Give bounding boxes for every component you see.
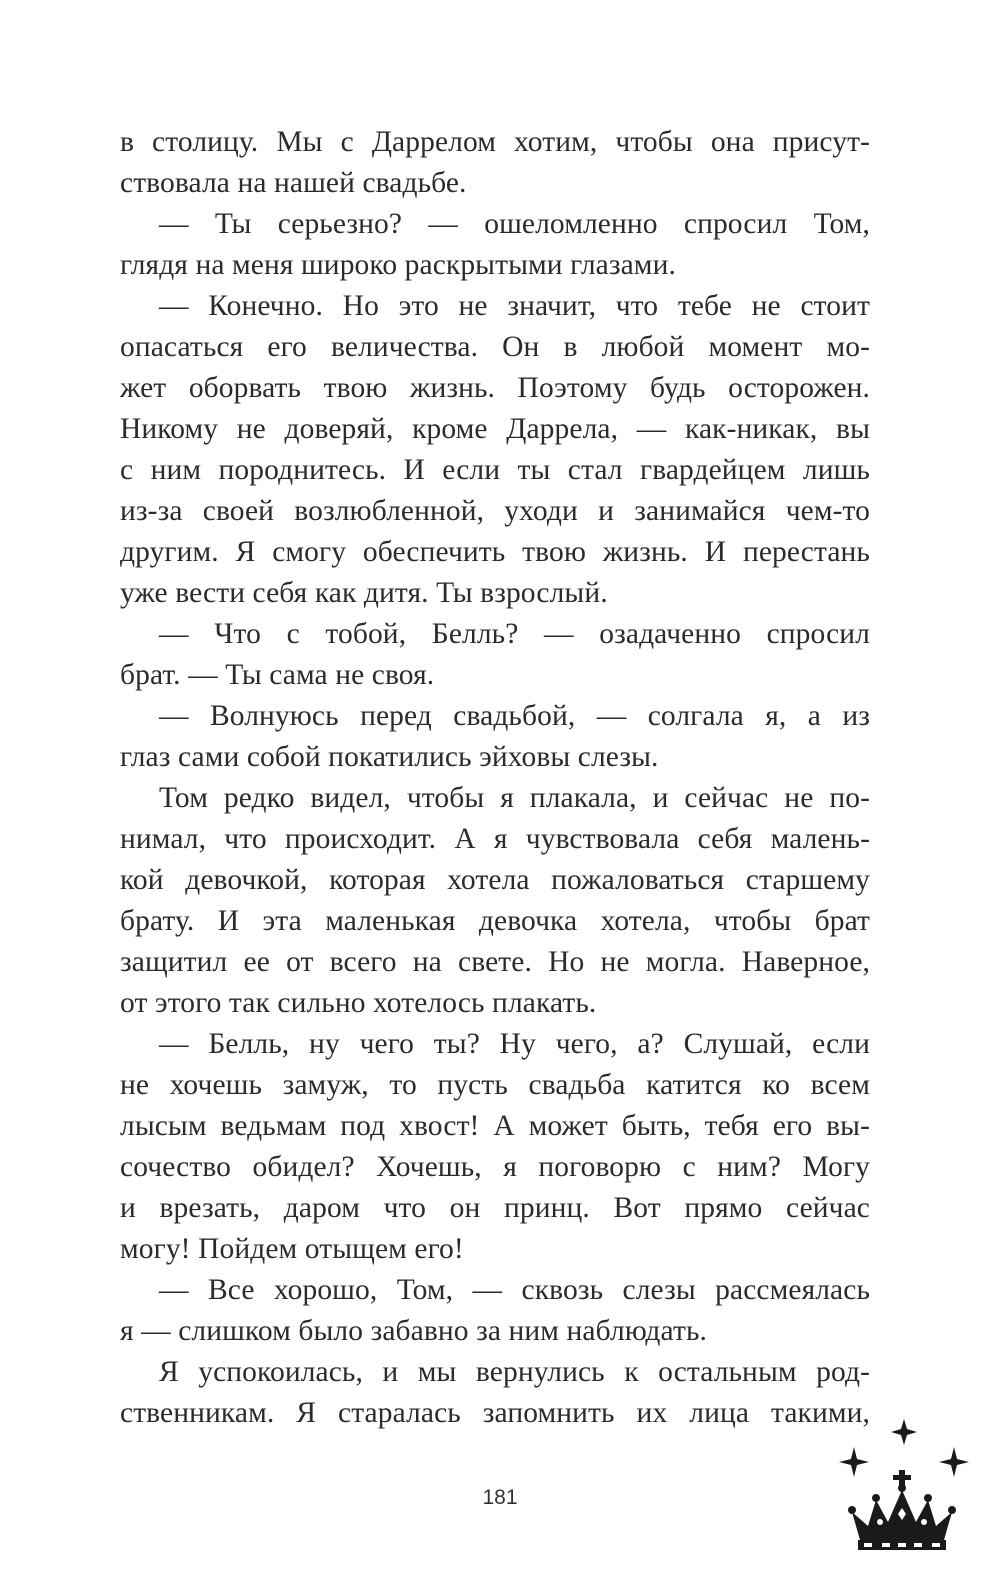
text-line: — Белль, ну чего ты? Ну чего, а? Слушай, если (159, 1028, 870, 1060)
text-line: в столицу. Мы с Даррелом хотим, чтобы она присут- (120, 126, 870, 158)
text-line: Никому не доверяй, кроме Даррела, — как-никак, вы (120, 413, 870, 445)
text-line: другим. Я смогу обеспечить твою жизнь. И перестань (120, 536, 870, 568)
text-line: — Что с тобой, Белль? — озадаченно спросил (159, 618, 870, 650)
crown-with-stars-icon (832, 1412, 972, 1562)
text-line: опасаться его величества. Он в любой момент мо- (120, 331, 870, 363)
text-line: брату. И эта маленькая девочка хотела, чтобы брат (120, 905, 870, 937)
text-line: и врезать, даром что он принц. Вот прямо сейчас (120, 1192, 870, 1224)
text-line: ствовала на нашей свадьбе. (120, 167, 467, 199)
text-line: ственникам. Я старалась запомнить их лица такими, (120, 1397, 870, 1429)
text-line: — Ты серьезно? — ошеломленно спросил Том, (159, 208, 870, 240)
text-line: жет оборвать твою жизнь. Поэтому будь осторожен. (120, 372, 870, 404)
text-line: — Волнуюсь перед свадьбой, — солгала я, а из (159, 700, 870, 732)
text-line: нимал, что происходит. А я чувствовала себя малень- (120, 823, 870, 855)
text-line: из-за своей возлюбленной, уходи и занимайся чем-то (120, 495, 870, 527)
text-line: лысым ведьмам под хвост! А может быть, тебя его вы- (120, 1110, 870, 1142)
text-line: могу! Пойдем отыщем его! (120, 1233, 464, 1265)
text-line: я — слишком было забавно за ним наблюдать. (120, 1315, 707, 1347)
text-line: кой девочкой, которая хотела пожаловаться старшему (120, 864, 870, 896)
text-line: Том редко видел, чтобы я плакала, и сейчас не по- (159, 782, 870, 814)
text-line: защитил ее от всего на свете. Но не могла. Наверное, (120, 946, 870, 978)
text-line: не хочешь замуж, то пусть свадьба катится ко всем (120, 1069, 870, 1101)
text-line: глаз сами собой покатились эйховы слезы. (120, 741, 659, 773)
text-line: брат. — Ты сама не своя. (120, 659, 435, 691)
text-line: Я успокоилась, и мы вернулись к остальным род- (159, 1356, 870, 1388)
text-line: с ним породнитесь. И если ты стал гвардейцем лишь (120, 454, 870, 486)
text-line: сочество обидел? Хочешь, я поговорю с ним? Могу (120, 1151, 870, 1183)
page-number: 181 (482, 1486, 518, 1509)
text-line: — Конечно. Но это не значит, что тебе не стоит (159, 290, 870, 322)
text-line: от этого так сильно хотелось плакать. (120, 987, 597, 1019)
text-line: — Все хорошо, Том, — сквозь слезы рассмеялась (159, 1274, 870, 1306)
text-line: глядя на меня широко раскрытыми глазами. (120, 249, 676, 281)
text-line: уже вести себя как дитя. Ты взрослый. (120, 577, 608, 609)
